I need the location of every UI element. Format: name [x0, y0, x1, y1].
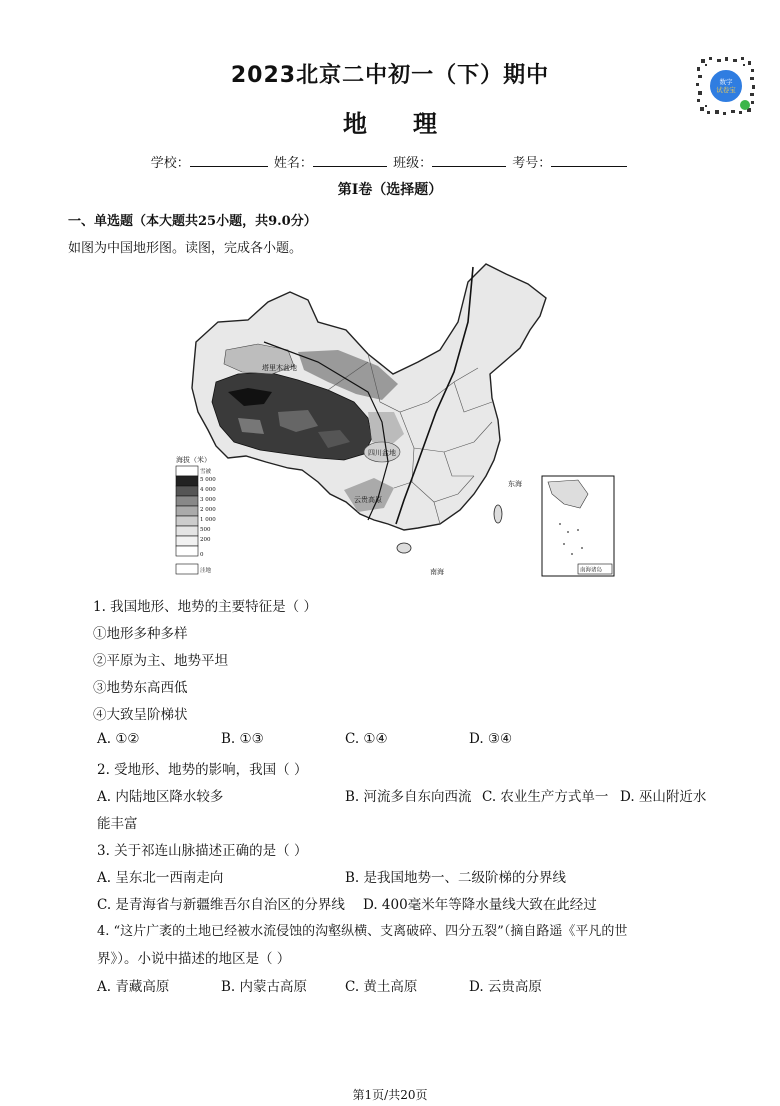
- inset-label: 南海诸岛: [580, 567, 603, 574]
- q1-statement-1: ①地形多种多样: [93, 626, 188, 642]
- section-title: 第I卷（选择题）: [337, 182, 443, 198]
- name-label: 姓名：: [273, 156, 313, 171]
- name-blank[interactable]: [313, 154, 387, 167]
- map-label-sichuan: 四川盆地: [368, 449, 396, 457]
- legend-item: 1 000: [200, 517, 216, 523]
- q4-option-b[interactable]: B. 内蒙古高原: [221, 979, 308, 995]
- legend-item: 4 000: [200, 487, 216, 493]
- map-label-yungui: 云贵高原: [354, 496, 382, 504]
- q3-option-c[interactable]: C. 是青海省与新疆维吾尔自治区的分界线: [97, 897, 345, 913]
- china-topographic-map: [168, 262, 618, 592]
- q1-statement-4: ④大致呈阶梯状: [93, 707, 188, 723]
- legend-item: 2 000: [200, 507, 216, 513]
- class-blank[interactable]: [432, 154, 506, 167]
- q2-option-d[interactable]: D. 巫山附近水: [620, 789, 707, 805]
- q4-option-c[interactable]: C. 黄土高原: [345, 979, 418, 995]
- map-label-east-sea: 东海: [508, 480, 522, 488]
- q3-option-b[interactable]: B. 是我国地势一、二级阶梯的分界线: [345, 870, 567, 886]
- legend-title: 海拔（米）: [176, 456, 211, 464]
- q4-option-a[interactable]: A. 青藏高原: [97, 979, 170, 995]
- q4-option-d[interactable]: D. 云贵高原: [469, 979, 542, 995]
- question-3-stem: 3. 关于祁连山脉描述正确的是（ ）: [97, 843, 308, 859]
- q3-option-a[interactable]: A. 呈东北一西南走向: [97, 870, 224, 886]
- q1-option-a[interactable]: A. ①②: [97, 731, 140, 747]
- svg-text:试卷宝: 试卷宝: [716, 86, 736, 94]
- page-footer: 第1页/共20页: [352, 1088, 428, 1102]
- class-label: 班级：: [393, 156, 433, 171]
- exam-number-label: 考号：: [512, 156, 552, 171]
- legend-item: 3 000: [200, 497, 216, 503]
- legend-item: 5 000: [200, 477, 216, 483]
- legend-item: 雪被: [200, 469, 212, 475]
- q3-option-d[interactable]: D. 400毫米年等降水量线大致在此经过: [363, 897, 597, 913]
- q2-option-a[interactable]: A. 内陆地区降水较多: [97, 789, 224, 805]
- intro-text: 如图为中国地形图。读图，完成各小题。: [68, 241, 303, 256]
- legend-item: 500: [200, 527, 211, 533]
- question-4-stem-line2: 界》）。小说中描述的地区是（ ）: [97, 951, 291, 967]
- q2-option-d-continuation: 能丰富: [97, 816, 138, 832]
- south-sea-inset: [542, 476, 614, 576]
- subject-title: 地理: [343, 110, 483, 138]
- q1-option-c[interactable]: C. ①④: [345, 731, 388, 747]
- part-heading: 一、单选题（本大题共25小题，共9.0分）: [68, 214, 317, 229]
- map-legend: [176, 455, 216, 574]
- q2-option-b[interactable]: B. 河流多自东向西流: [345, 789, 472, 805]
- student-info-line: [0, 152, 780, 171]
- question-1-stem: 1. 我国地形、地势的主要特征是（ ）: [93, 599, 317, 615]
- svg-text:数字: 数字: [719, 78, 733, 86]
- q1-statement-3: ③地势东高西低: [93, 680, 188, 696]
- q1-option-b[interactable]: B. ①③: [221, 731, 264, 747]
- question-4-stem-line1: 4. “这片广袤的土地已经被水流侵蚀的沟壑纵横、支离破碎、四分五裂”（摘自路遥《平凡的世: [97, 924, 628, 939]
- legend-item: 200: [200, 537, 211, 543]
- exam-title: 2023北京二中初一（下）期中: [230, 63, 550, 88]
- q1-option-d[interactable]: D. ③④: [469, 731, 513, 747]
- exam-number-blank[interactable]: [551, 154, 627, 167]
- q2-option-c[interactable]: C. 农业生产方式单一: [482, 789, 609, 805]
- school-label: 学校：: [150, 156, 190, 171]
- legend-item: 0: [200, 552, 204, 558]
- map-label-south-sea: 南海: [430, 568, 444, 576]
- question-2-stem: 2. 受地形、地势的影响，我国（ ）: [97, 762, 308, 778]
- q1-statement-2: ②平原为主、地势平坦: [93, 653, 228, 669]
- legend-item: 洼地: [200, 568, 212, 574]
- school-blank[interactable]: [190, 154, 268, 167]
- map-label-tarim: 塔里木盆地: [262, 364, 297, 372]
